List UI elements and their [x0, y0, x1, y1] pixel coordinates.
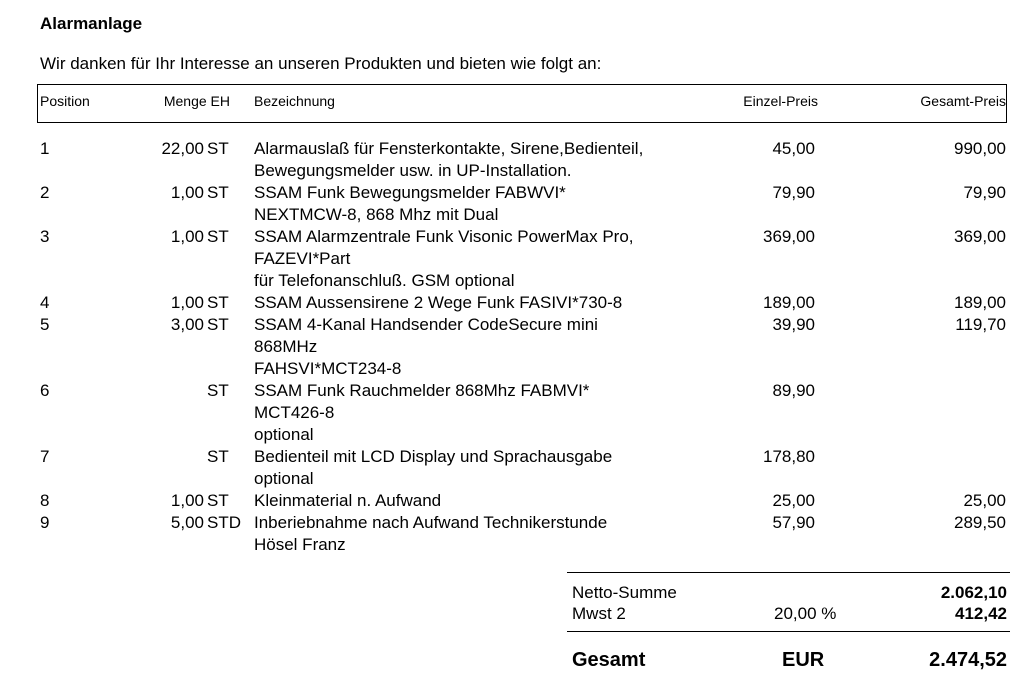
cell-eh: ST [207, 227, 229, 246]
cell-bezeichnung-line: für Telefonanschluß. GSM optional [254, 271, 515, 290]
cell-menge: 5,00 [170, 513, 204, 532]
cell-position: 4 [40, 293, 50, 312]
cell-position: 8 [40, 491, 50, 510]
cell-einzel-preis: 39,90 [772, 315, 815, 334]
cell-eh: ST [207, 183, 229, 202]
cell-bezeichnung-line: MCT426-8 [254, 403, 335, 422]
netto-value: 2.062,10 [940, 583, 1007, 602]
cell-eh: ST [207, 315, 229, 334]
cell-menge: 1,00 [170, 227, 204, 246]
cell-gesamt-preis: 369,00 [954, 227, 1006, 246]
cell-einzel-preis: 178,80 [763, 447, 815, 466]
cell-einzel-preis: 79,90 [772, 183, 815, 202]
cell-position: 1 [40, 139, 50, 158]
cell-einzel-preis: 57,90 [772, 513, 815, 532]
cell-menge: 22,00 [161, 139, 204, 158]
cell-position: 6 [40, 381, 50, 400]
cell-eh: ST [207, 491, 229, 510]
cell-bezeichnung-line: 868MHz [254, 337, 318, 356]
cell-bezeichnung-line: Bedienteil mit LCD Display und Sprachausgabe [254, 447, 613, 466]
cell-bezeichnung-line: NEXTMCW-8, 868 Mhz mit Dual [254, 205, 499, 224]
cell-bezeichnung-line: SSAM Aussensirene 2 Wege Funk FASIVI*730-8 [254, 293, 623, 312]
cell-eh: ST [207, 381, 229, 400]
cell-bezeichnung-line: SSAM Alarmzentrale Funk Visonic PowerMax Pro, [254, 227, 634, 246]
header-bezeichnung: Bezeichnung [254, 93, 335, 109]
cell-bezeichnung-line: SSAM 4-Kanal Handsender CodeSecure mini [254, 315, 598, 334]
cell-bezeichnung-line: FAHSVI*MCT234-8 [254, 359, 402, 378]
gesamt-label: Gesamt [572, 649, 646, 671]
cell-bezeichnung-line: Bewegungsmelder usw. in UP-Installation. [254, 161, 572, 180]
mwst-value: 412,42 [955, 604, 1007, 623]
cell-bezeichnung-line: Alarmauslaß für Fensterkontakte, Sirene,Bedienteil, [254, 139, 644, 158]
cell-menge: 1,00 [170, 293, 204, 312]
cell-eh: STD [207, 513, 241, 532]
cell-bezeichnung-line: SSAM Funk Rauchmelder 868Mhz FABMVI* [254, 381, 590, 400]
totals-divider-bottom [567, 631, 1010, 632]
cell-gesamt-preis: 119,70 [955, 315, 1006, 334]
cell-bezeichnung-line: Inberiebnahme nach Aufwand Technikerstunde [254, 513, 608, 532]
cell-eh: ST [207, 293, 229, 312]
header-position: Position [40, 93, 90, 109]
gesamt-value: 2.474,52 [929, 649, 1007, 671]
cell-menge: 1,00 [170, 183, 204, 202]
cell-position: 7 [40, 447, 50, 466]
cell-menge: 3,00 [170, 315, 204, 334]
cell-position: 9 [40, 513, 50, 532]
cell-position: 2 [40, 183, 50, 202]
cell-einzel-preis: 45,00 [772, 139, 815, 158]
mwst-label: Mwst 2 [572, 604, 626, 623]
cell-einzel-preis: 189,00 [763, 293, 815, 312]
cell-bezeichnung-line: FAZEVI*Part [254, 249, 351, 268]
totals-divider-top [567, 572, 1010, 573]
netto-label: Netto-Summe [572, 583, 677, 602]
cell-gesamt-preis: 25,00 [963, 491, 1006, 510]
cell-bezeichnung-line: optional [254, 425, 314, 444]
cell-position: 5 [40, 315, 50, 334]
cell-gesamt-preis: 990,00 [954, 139, 1006, 158]
cell-eh: ST [207, 447, 229, 466]
cell-gesamt-preis: 79,90 [963, 183, 1006, 202]
currency-label: EUR [782, 649, 825, 671]
cell-einzel-preis: 25,00 [772, 491, 815, 510]
cell-bezeichnung-line: SSAM Funk Bewegungsmelder FABWVI* [254, 183, 566, 202]
header-menge-eh: Menge EH [163, 93, 230, 109]
document-title: Alarmanlage [40, 14, 143, 33]
mwst-rate: 20,00 % [774, 604, 837, 623]
header-gesamt-preis: Gesamt-Preis [920, 93, 1006, 109]
cell-gesamt-preis: 189,00 [954, 293, 1006, 312]
intro-text: Wir danken für Ihr Interesse an unseren Produkten und bieten wie folgt an: [40, 54, 602, 73]
cell-bezeichnung-line: Kleinmaterial n. Aufwand [254, 491, 442, 510]
cell-position: 3 [40, 227, 50, 246]
cell-bezeichnung-line: Hösel Franz [254, 535, 346, 554]
cell-einzel-preis: 89,90 [772, 381, 815, 400]
cell-einzel-preis: 369,00 [763, 227, 815, 246]
cell-gesamt-preis: 289,50 [954, 513, 1006, 532]
cell-eh: ST [207, 139, 229, 158]
cell-menge: 1,00 [170, 491, 204, 510]
header-einzel-preis: Einzel-Preis [743, 93, 818, 109]
cell-bezeichnung-line: optional [254, 469, 314, 488]
